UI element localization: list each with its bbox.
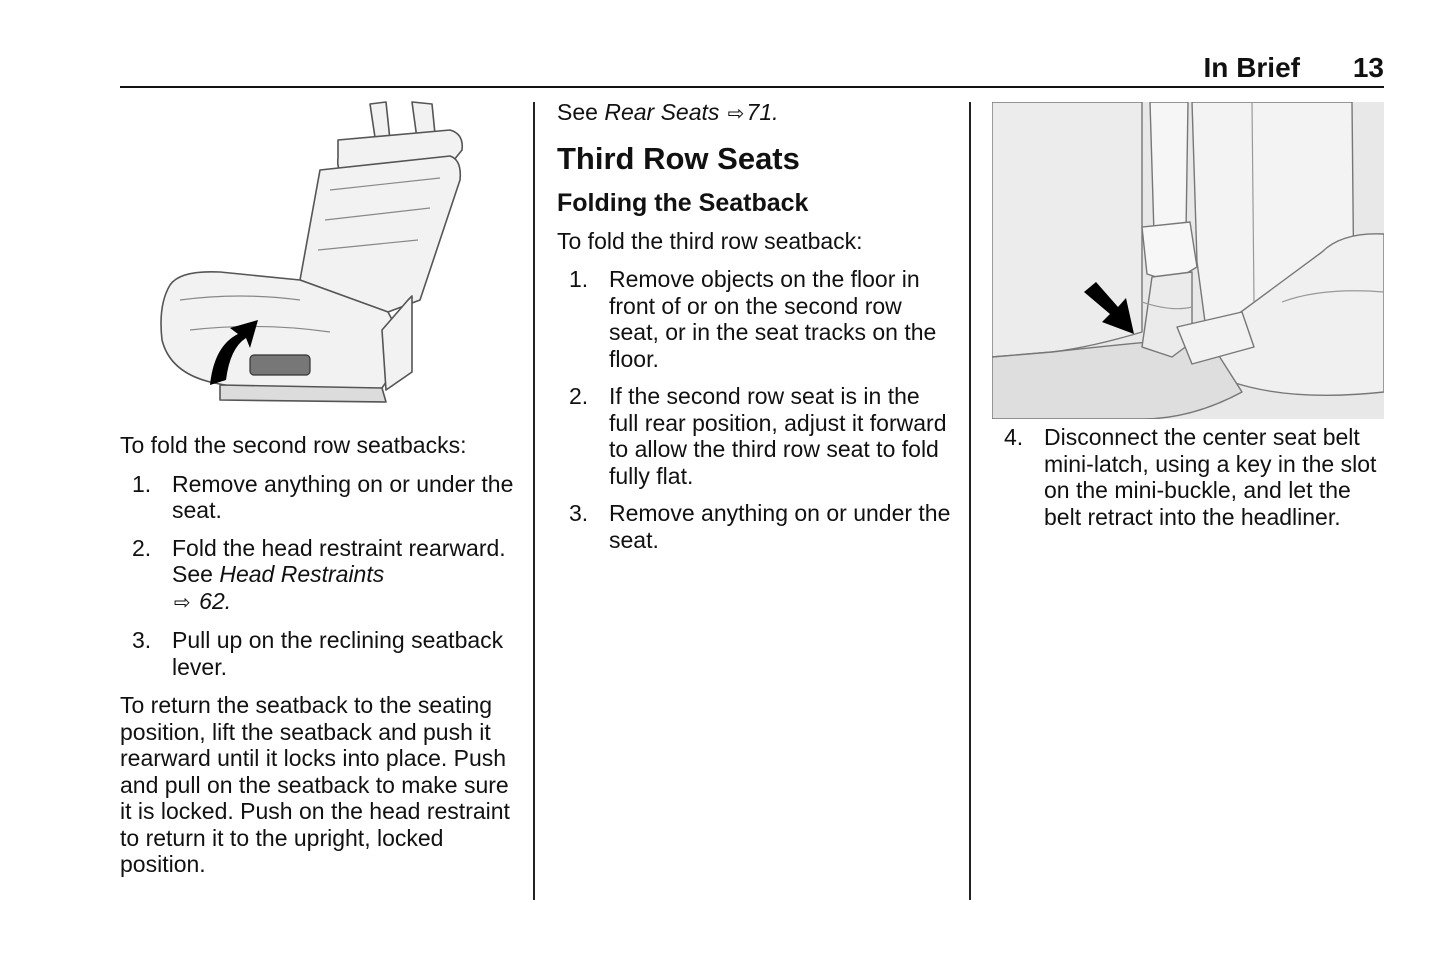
list-item [557, 500, 952, 553]
step-text: Fold the head restraint rearward. See [172, 534, 506, 587]
step-text: Pull up on the reclining seatback lever. [172, 627, 504, 680]
cross-reference-link[interactable]: Rear Seats [604, 99, 720, 125]
see-prefix: See [557, 99, 598, 125]
section-heading: Third Row Seats [557, 140, 800, 176]
left-column [120, 432, 515, 890]
page-arrow-icon: ⇨ [727, 103, 745, 125]
list-item [557, 266, 952, 372]
list-item [120, 471, 515, 524]
step-text: Remove anything on or under the seat. [609, 500, 951, 553]
steps-list [120, 471, 515, 681]
recline-lever [250, 355, 310, 375]
right-column [992, 424, 1384, 542]
step-text: Remove objects on the floor in front of or on the second row seat, or in the seat tracks on the floor. [609, 266, 937, 372]
column-divider [969, 102, 971, 900]
step-text: Disconnect the center seat belt mini-latch, using a key in the slot on the mini-buckle, and let the belt retract into the headliner. [1044, 424, 1377, 530]
step-number: 1. [569, 266, 589, 292]
page-arrow-icon: ⇨ [174, 591, 191, 614]
section-title: In Brief [1203, 52, 1300, 83]
subsection-heading: Folding the Seatback [557, 188, 809, 217]
cross-reference-link[interactable]: Head Restraints [219, 561, 385, 587]
second-row-seat-illustration [150, 100, 470, 405]
middle-column [557, 99, 952, 565]
page-reference[interactable]: 71. [746, 99, 779, 125]
intro-text: To fold the third row seatback: [557, 227, 863, 254]
step-number: 2. [132, 534, 152, 561]
list-item [557, 383, 952, 489]
list-item [120, 627, 515, 680]
see-reference-line [557, 99, 952, 128]
step-text: Remove anything on or under the seat. [172, 470, 514, 523]
list-item [120, 535, 515, 617]
page-header [120, 52, 1384, 88]
step-number: 2. [569, 383, 589, 409]
steps-list [992, 424, 1384, 530]
column-divider [533, 102, 535, 900]
page-reference[interactable]: 62. [199, 587, 232, 614]
seat-belt-webbing [1150, 102, 1188, 234]
body-paragraph: To return the seatback to the seating position, lift the seatback and push it rearward until it locks into place. Push and pull on the seatback to make sure it is locked. Push on the head restraint to return it to the upright, locked position. [120, 692, 510, 877]
step-number: 4. [1004, 424, 1024, 450]
step-number: 3. [132, 627, 152, 653]
step-number: 1. [132, 470, 152, 497]
seat-base [220, 385, 386, 402]
list-item [992, 424, 1384, 530]
steps-list [557, 266, 952, 553]
intro-text: To fold the second row seatbacks: [120, 432, 467, 458]
step-text: If the second row seat is in the full rear position, adjust it forward to allow the third row seat to fold fully flat. [609, 383, 947, 489]
seat-belt-latch-illustration [992, 102, 1384, 419]
page-number: 13 [1352, 52, 1384, 83]
step-number: 3. [569, 500, 589, 526]
